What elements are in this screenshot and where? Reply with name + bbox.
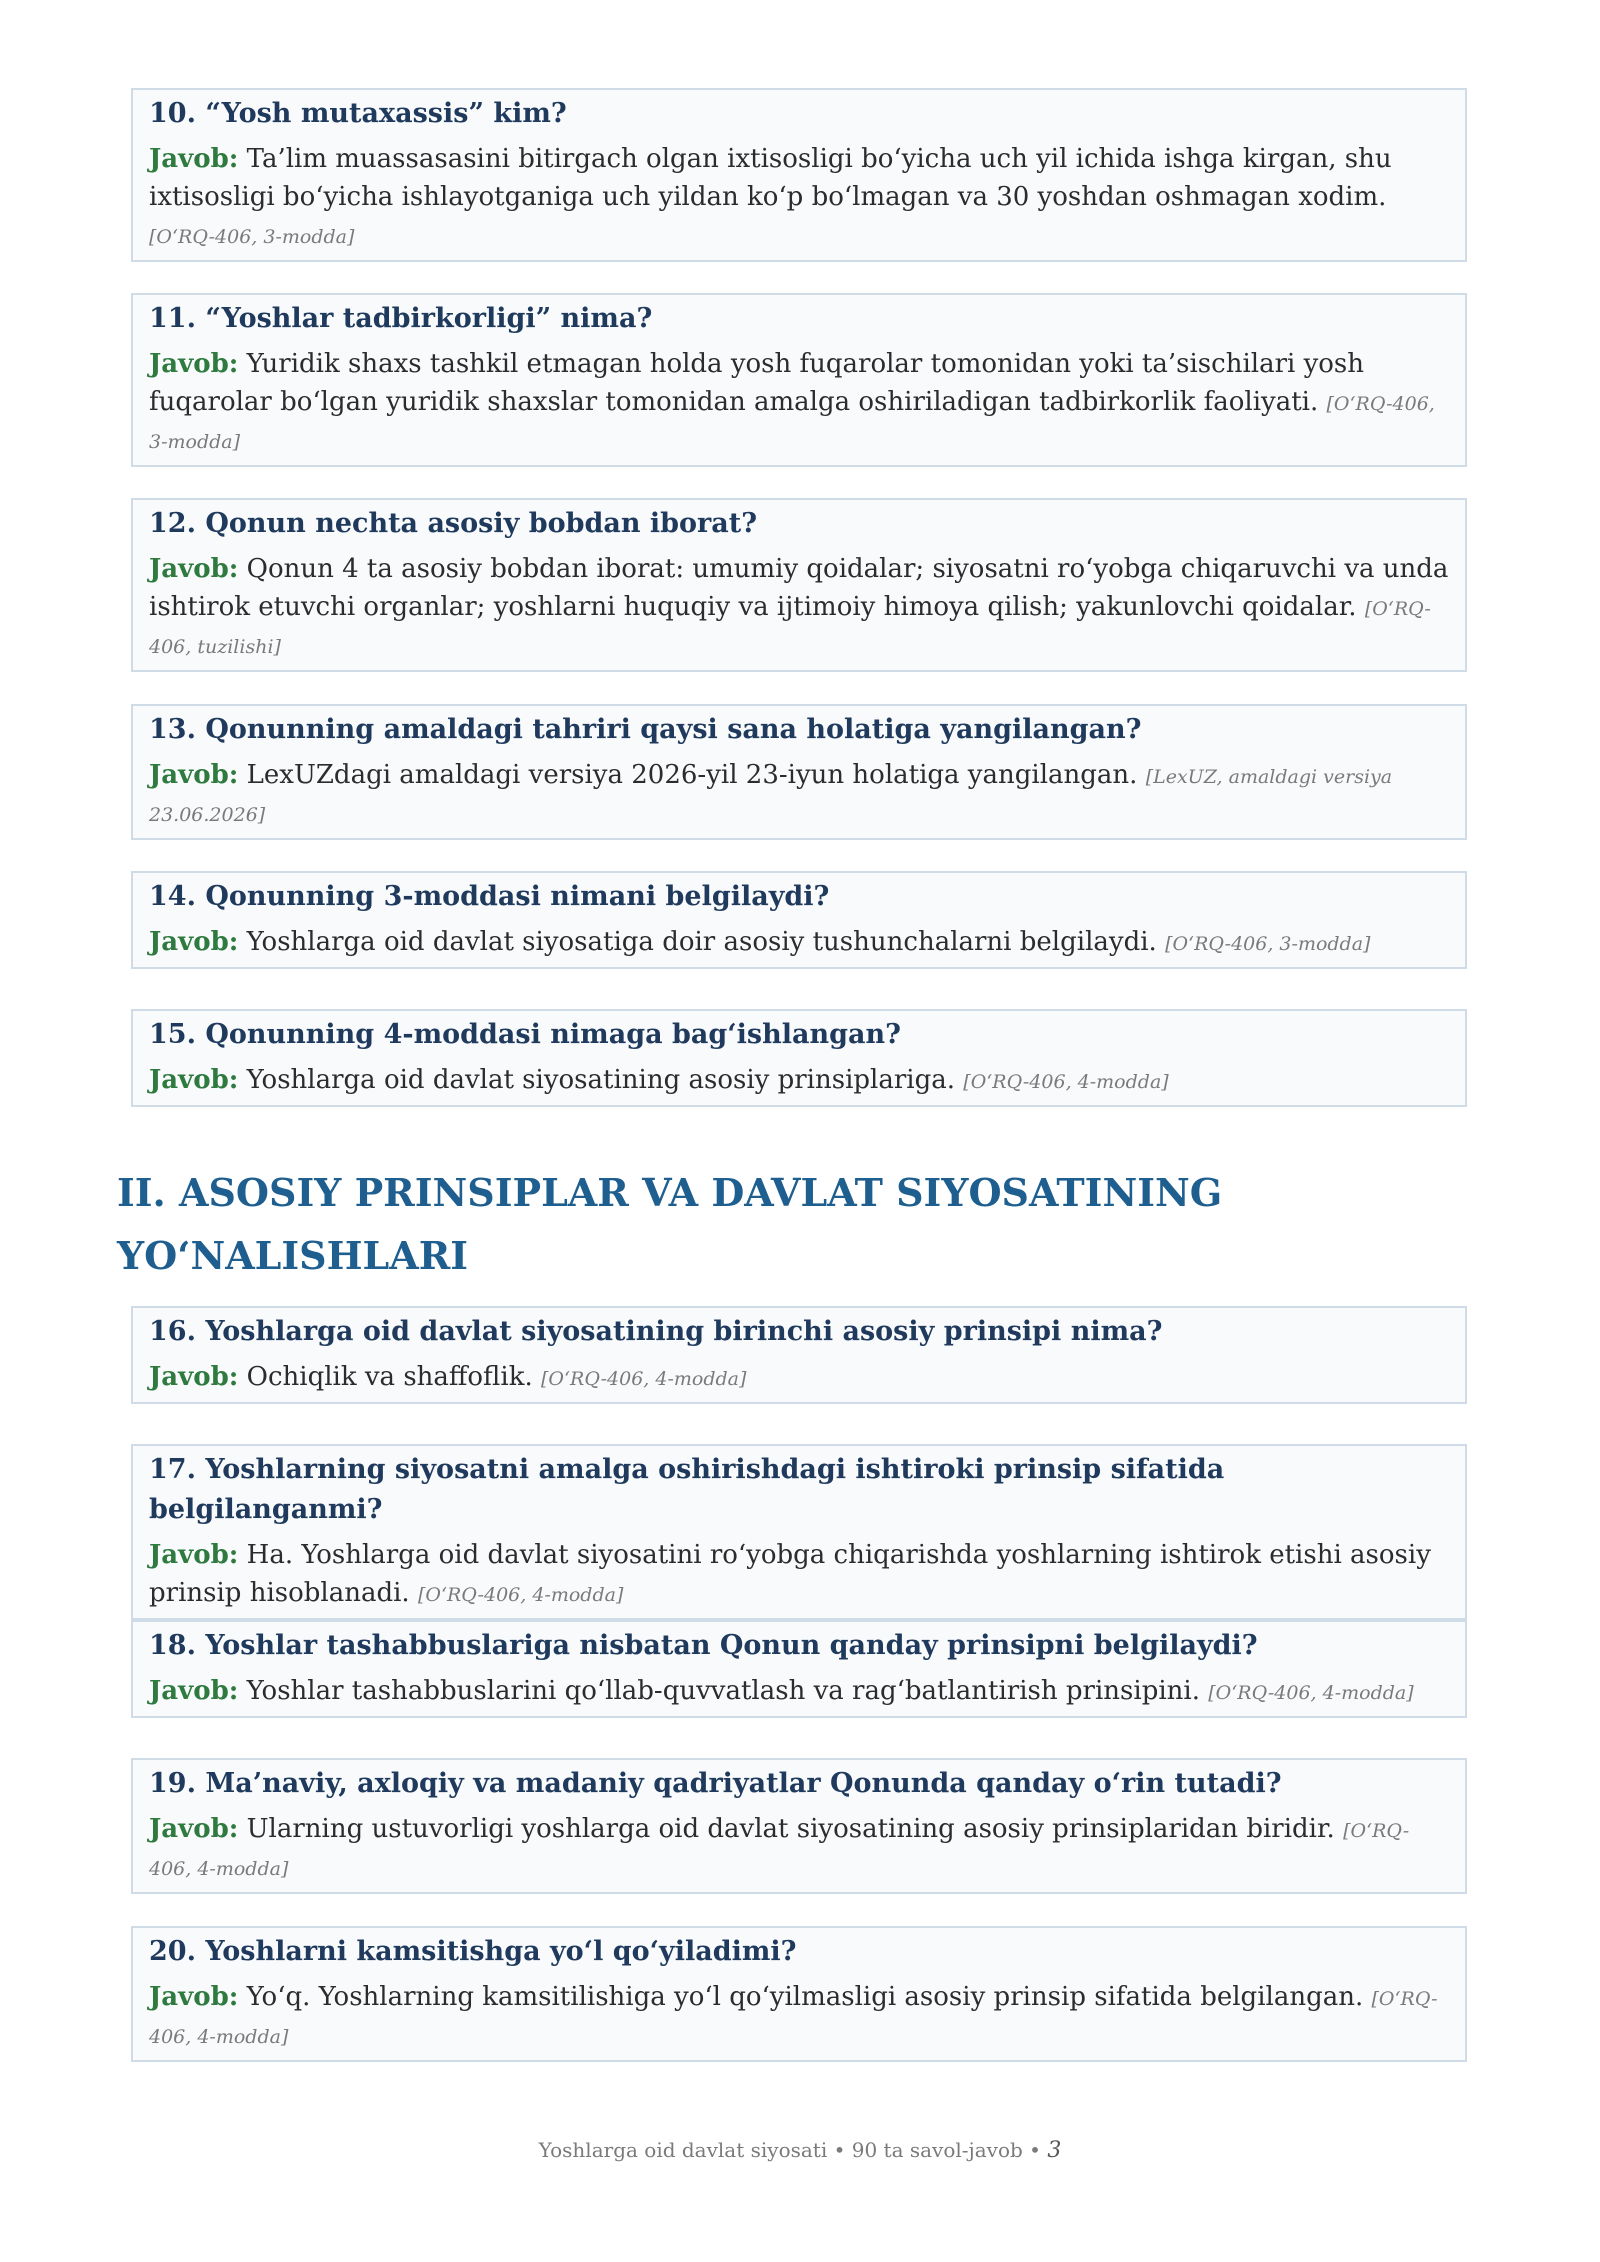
- answer-label: Javob:: [149, 1814, 239, 1844]
- section-heading: II. ASOSIY PRINSIPLAR VA DAVLAT SIYOSATINING YO‘NALISHLARI: [117, 1170, 1223, 1278]
- source-reference: [O‘RQ-406, 4-modda]: [1208, 1682, 1414, 1704]
- answer: [149, 1672, 1449, 1710]
- question: 12. Qonun nechta asosiy bobdan iborat?: [149, 508, 758, 539]
- answer-label: Javob:: [149, 760, 239, 790]
- qa-item-17: [131, 1444, 1467, 1620]
- question: 10. “Yosh mutaxassis” kim?: [149, 98, 567, 129]
- source-reference: [O‘RQ-406, 4-modda]: [149, 1820, 1410, 1880]
- answer-text: LexUZdagi amaldagi versiya 2026-yil 23-iyun holatiga yangilangan.: [246, 760, 1138, 790]
- question: 18. Yoshlar tashabbuslariga nisbatan Qonun qanday prinsipni belgilaydi?: [149, 1630, 1258, 1661]
- source-reference: [O‘RQ-406, 3-modda]: [1165, 933, 1371, 955]
- answer-text: Ta’lim muassasasini bitirgach olgan ixtisosligi bo‘yicha uch yil ichida ishga kirgan, shu ixtisosligi bo‘yicha ishlayotganiga uch yildan ko‘p bo‘lmagan va 30 yoshdan oshmagan xodim.: [149, 144, 1392, 212]
- answer: [149, 1536, 1449, 1612]
- answer: [149, 140, 1449, 254]
- answer: [149, 1978, 1449, 2054]
- source-reference: [O‘RQ-406, 4-modda]: [963, 1071, 1169, 1093]
- qa-item-16: [131, 1306, 1467, 1404]
- answer: [149, 923, 1449, 961]
- answer-label: Javob:: [149, 1540, 239, 1570]
- source-reference: [O‘RQ-406, tuzilishi]: [149, 598, 1431, 658]
- question: 11. “Yoshlar tadbirkorligi” nima?: [149, 303, 653, 334]
- qa-item-18: [131, 1620, 1467, 1718]
- question: 20. Yoshlarni kamsitishga yo‘l qo‘yiladimi?: [149, 1936, 797, 1967]
- answer-label: Javob:: [149, 927, 239, 957]
- qa-item-10: [131, 88, 1467, 262]
- page-number: 3: [1047, 2138, 1062, 2163]
- source-reference: [O‘RQ-406, 4-modda]: [540, 1368, 747, 1390]
- answer-text: Yoshlar tashabbuslarini qo‘llab-quvvatlash va rag‘batlantirish prinsipini.: [246, 1676, 1200, 1706]
- source-reference: [O‘RQ-406, 3-modda]: [149, 226, 355, 248]
- qa-item-14: [131, 871, 1467, 969]
- question: 19. Ma’naviy, axloqiy va madaniy qadriyatlar Qonunda qanday o‘rin tutadi?: [149, 1768, 1282, 1799]
- answer: [149, 345, 1449, 459]
- question: 15. Qonunning 4-moddasi nimaga bag‘ishlangan?: [149, 1019, 901, 1050]
- answer-label: Javob:: [149, 554, 239, 584]
- question: 14. Qonunning 3-moddasi nimani belgilaydi?: [149, 881, 830, 912]
- qa-item-12: [131, 498, 1467, 672]
- qa-item-20: [131, 1926, 1467, 2062]
- footer-text: Yoshlarga oid davlat siyosati • 90 ta savol-javob •: [538, 2138, 1041, 2162]
- answer-label: Javob:: [149, 1362, 239, 1392]
- answer-text: Yoshlarga oid davlat siyosatiga doir asosiy tushunchalarni belgilaydi.: [246, 927, 1157, 957]
- answer-text: Ha. Yoshlarga oid davlat siyosatini ro‘yobga chiqarishda yoshlarning ishtirok etishi asosiy prinsip hisoblanadi.: [149, 1540, 1431, 1608]
- question: 16. Yoshlarga oid davlat siyosatining birinchi asosiy prinsipi nima?: [149, 1316, 1163, 1347]
- answer-text: Qonun 4 ta asosiy bobdan iborat: umumiy qoidalar; siyosatni ro‘yobga chiqaruvchi va unda ishtirok etuvchi organlar; yoshlarni huquqiy va ijtimoiy himoya qilish; yakunlovchi qoidalar.: [149, 554, 1449, 622]
- answer: [149, 1810, 1449, 1886]
- page-footer: [0, 2138, 1600, 2163]
- source-reference: [LexUZ, amaldagi versiya 23.06.2026]: [149, 766, 1393, 826]
- question: 13. Qonunning amaldagi tahriri qaysi sana holatiga yangilangan?: [149, 714, 1142, 745]
- qa-item-11: [131, 293, 1467, 467]
- answer-text: Yoshlarga oid davlat siyosatining asosiy prinsiplariga.: [246, 1065, 956, 1095]
- source-reference: [O‘RQ-406, 4-modda]: [417, 1584, 624, 1606]
- answer-label: Javob:: [149, 1982, 239, 2012]
- source-reference: [O‘RQ-406, 3-modda]: [149, 393, 1435, 453]
- answer-text: Ularning ustuvorligi yoshlarga oid davlat siyosatining asosiy prinsiplaridan biridir.: [246, 1814, 1335, 1844]
- answer: [149, 1061, 1449, 1099]
- qa-item-15: [131, 1009, 1467, 1107]
- answer-label: Javob:: [149, 1065, 239, 1095]
- answer: [149, 1358, 1449, 1396]
- answer-label: Javob:: [149, 144, 239, 174]
- answer-label: Javob:: [149, 349, 239, 379]
- answer-text: Yo‘q. Yoshlarning kamsitilishiga yo‘l qo‘yilmasligi asosiy prinsip sifatida belgilangan.: [246, 1982, 1364, 2012]
- answer-label: Javob:: [149, 1676, 239, 1706]
- qa-item-13: [131, 704, 1467, 840]
- qa-item-19: [131, 1758, 1467, 1894]
- answer-text: Yuridik shaxs tashkil etmagan holda yosh fuqarolar tomonidan yoki ta’sischilari yosh fuqarolar bo‘lgan yuridik shaxslar tomonidan amalga oshiriladigan tadbirkorlik faoliyati.: [149, 349, 1365, 417]
- answer-text: Ochiqlik va shaffoflik.: [246, 1362, 533, 1392]
- answer: [149, 550, 1449, 664]
- question: 17. Yoshlarning siyosatni amalga oshirishdagi ishtiroki prinsip sifatida belgilanganmi?: [149, 1454, 1225, 1525]
- answer: [149, 756, 1449, 832]
- source-reference: [O‘RQ-406, 4-modda]: [149, 1988, 1438, 2048]
